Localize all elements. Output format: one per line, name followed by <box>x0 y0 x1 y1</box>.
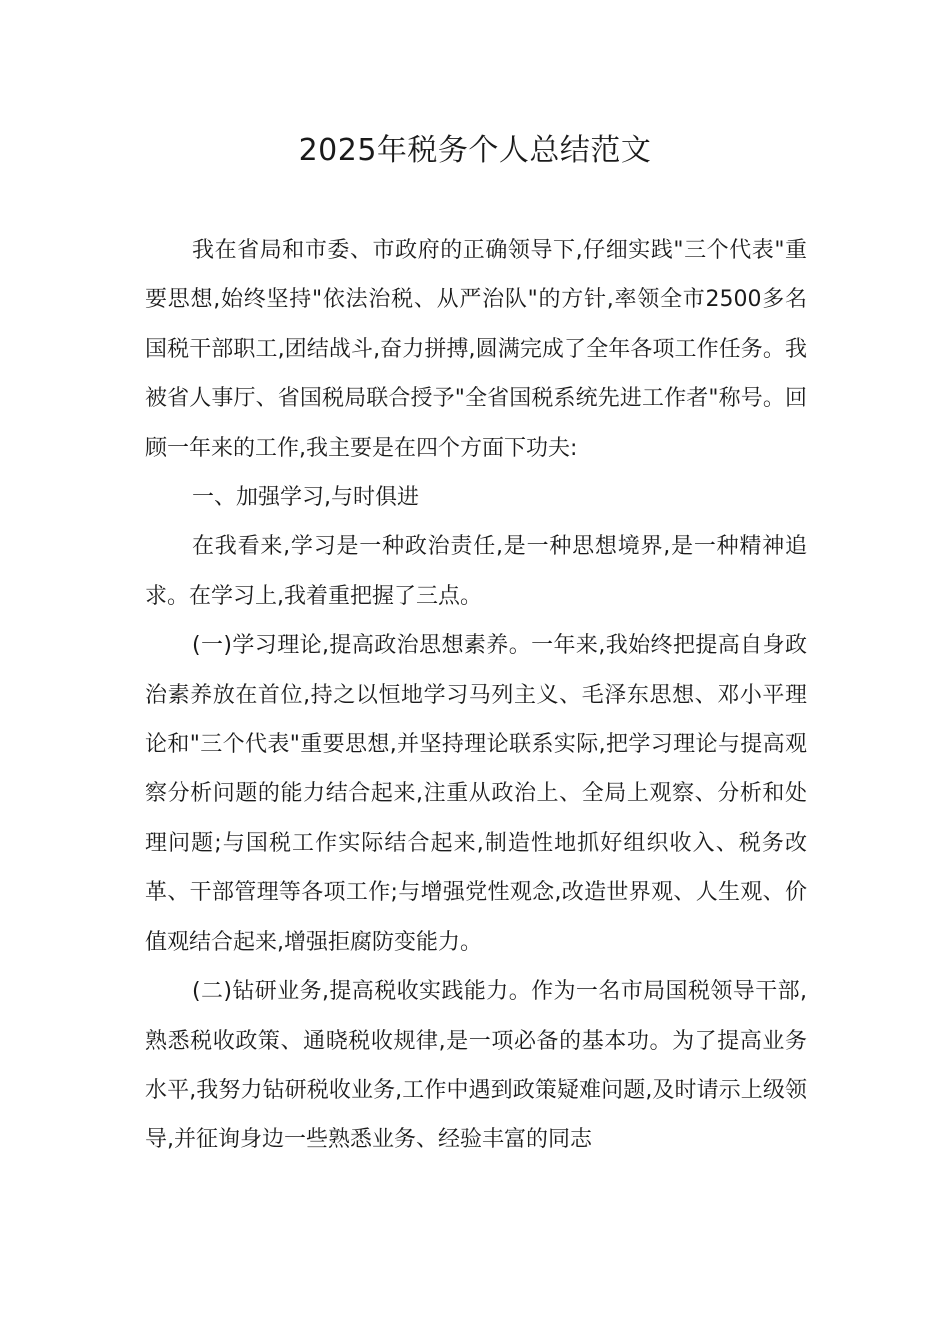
paragraph-study-overview: 在我看来,学习是一种政治责任,是一种思想境界,是一种精神追求。在学习上,我着重把握了三点。 <box>145 534 807 609</box>
section-heading-study: 一、加强学习,与时俱进 <box>192 485 419 511</box>
document-title: 2025年税务个人总结范文 <box>298 133 652 168</box>
paragraph-intro: 我在省局和市委、市政府的正确领导下,仔细实践"三个代表"重要思想,始终坚持"依法治税、从严治队"的方针,率领全市2500多名国税干部职工,团结战斗,奋力拼搏,圆满完成了全年各项工作任务。我被省人事厅、省国税局联合授予"全省国税系统先进工作者"称号。回顾一年来的工作,我主要是在四个方面下功夫: <box>145 238 807 461</box>
paragraph-theory: (一)学习理论,提高政治思想素养。一年来,我始终把提高自身政治素养放在首位,持之以恒地学习马列主义、毛泽东思想、邓小平理论和"三个代表"重要思想,并坚持理论联系实际,把学习理论与提高观察分析问题的能力结合起来,注重从政治上、全局上观察、分析和处理问题;与国税工作实际结合起来,制造性地抓好组织收入、税务改革、干部管理等各项工作;与增强党性观念,改造世界观、人生观、价值观结合起来,增强拒腐防变能力。 <box>145 633 807 955</box>
paragraph-business: (二)钻研业务,提高税收实践能力。作为一名市局国税领导干部,熟悉税收政策、通晓税收规律,是一项必备的基本功。为了提高业务水平,我努力钻研税收业务,工作中遇到政策疑难问题,及时请示上级领导,并征询身边一些熟悉业务、经验丰富的同志 <box>145 979 807 1153</box>
document-body <box>145 226 807 1165</box>
